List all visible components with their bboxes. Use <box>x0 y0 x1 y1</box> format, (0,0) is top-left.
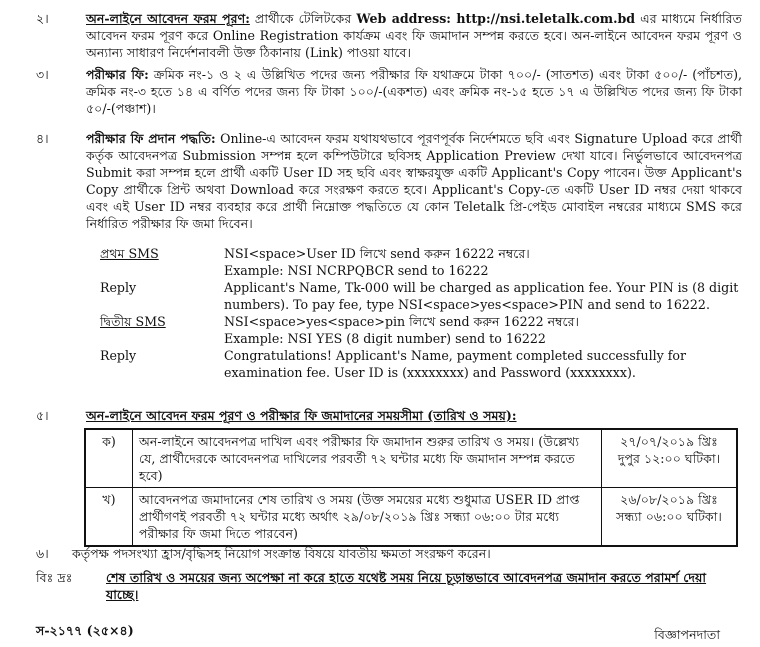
sms-text <box>224 313 740 347</box>
item-heading: পরীক্ষার ফি প্রদান পদ্ধতি: <box>86 131 216 146</box>
item-heading: অন-লাইনে আবেদন ফরম পূরণ: <box>86 11 250 26</box>
item-text: ক্রমিক নং-১ ও ২ এ উল্লিখিত পদের জন্য পরীক্ষার ফি যথাক্রমে টাকা ৭০০/- (সাতশত) এবং টাকা ৫০০/- (পাঁচশত), ক্রমিক নং-৩ হতে ১৪ এ বর্ণিত পদের জন্য ফি টাকা ১০০/-(একশত) এবং ক্রমিক নং-১৫ হতে ১৭ এ উল্লিখিত পদের জন্য ফি টাকা ৫০/-(পঞ্চাশ)। <box>86 67 742 116</box>
item-3-exam-fee <box>36 66 742 117</box>
second-sms-label: দ্বিতীয় SMS <box>100 314 166 329</box>
item-number: ৩। <box>36 67 49 82</box>
item-text: প্রার্থীকে টেলিটকের <box>249 11 357 26</box>
item-heading: পরীক্ষার ফি: <box>86 67 149 82</box>
sms-row-reply-2 <box>100 347 740 381</box>
reply-1-text: Applicant's Name, Tk-000 will be charged as application fee. Your PIN is (8 digit numbers). To pay fee, type NSI<space>yes<space>PIN and send to 16222. <box>224 280 739 312</box>
item-6-authority <box>36 545 742 562</box>
row-key: খ) <box>85 488 133 547</box>
item-number: ৫। <box>36 408 49 423</box>
item-body <box>86 130 742 232</box>
sms-instructions <box>100 245 740 381</box>
item-text: Online-এ আবেদন ফরম যথাযথভাবে পূরণপূর্বক নির্দেশমতে ছবি এবং Signature Upload করে প্রার্থী কর্তৃক আবেদনপত্র Submission সম্পন্ন হলে কম্পিউটারে ছবিসহ Application Preview দেখা যাবে। নির্ভুলভাবে আবেদনপত্র Submit করা সম্পন্ন হলে প্রার্থী একটি User ID সহ ছবি এবং স্বাক্ষরযুক্ত একটি Applicant's Copy পাবেন। উক্ত Applicant's Copy প্রার্থীকে প্রিন্ট অথবা Download করে সংরক্ষণ করতে হবে। Applicant's Copy-তে একটি User ID নম্বর দেয়া থাকবে এবং এই User ID নম্বর ব্যবহার করে প্রার্থী নিম্নোক্ত পদ্ধতিতে যে কোন Teletalk প্রি-পেইড মোবাইল নম্বরের মাধ্যমে SMS করে নির্ধারিত পরীক্ষার ফি জমা দিবেন। <box>86 131 743 231</box>
item-body <box>86 407 742 424</box>
first-sms-command: NSI<space>User ID লিখে send করুন 16222 নম্বরে। <box>224 246 530 261</box>
item-body <box>86 10 742 61</box>
note-label: বিঃ দ্রঃ <box>36 570 73 585</box>
reply-label: Reply <box>100 280 137 295</box>
row-date: ২৭/০৭/২০১৯ খ্রিঃ <box>620 434 718 449</box>
item-body <box>86 66 742 117</box>
row-datetime <box>602 488 738 547</box>
sms-text <box>224 245 740 279</box>
note-text: শেষ তারিখ ও সময়ের জন্য অপেক্ষা না করে হাতে যথেষ্ট সময় নিয়ে চূড়ান্তভাবে আবেদনপত্র জমাদান করতে পরামর্শ দেয়া যাচ্ছে। <box>106 570 707 602</box>
reply-2-text: Congratulations! Applicant's Name, payment completed successfully for examination fee. User ID is (xxxxxxxx) and Password (xxxxxxxx). <box>224 348 687 380</box>
ad-code: স-২১৭৭ (২৫×৪) <box>36 623 134 638</box>
note <box>36 569 742 603</box>
deadline-table <box>84 428 738 547</box>
second-sms-example: Example: NSI YES (8 digit number) send to 16222 <box>224 331 546 346</box>
table-row <box>85 429 737 488</box>
row-date: ২৬/০৮/২০১৯ খ্রিঃ <box>620 492 718 507</box>
reply-label: Reply <box>100 348 137 363</box>
item-text: কর্তৃপক্ষ পদসংখ্যা হ্রাস/বৃদ্ধিসহ নিয়োগ সংক্রান্ত বিষয়ে যাবতীয় ক্ষমতা সংরক্ষণ করেন। <box>72 546 491 561</box>
item-5-deadline <box>36 407 742 424</box>
sms-row-second <box>100 313 740 347</box>
item-4-fee-payment-method <box>36 130 742 232</box>
item-number: ২। <box>36 11 49 26</box>
row-description: আবেদনপত্র জমাদানের শেষ তারিখ ও সময় (উক্ত সময়ের মধ্যে শুধুমাত্র USER ID প্রাপ্ত প্রার্থীগণই পরবর্তী ৭২ ঘন্টার মধ্যে অর্থাৎ ২৯/০৮/২০১৯ খ্রিঃ সন্ধ্যা ০৬:০০ টার মধ্যে পরীক্ষার ফি জমা দিতে পারবেন) <box>133 488 602 547</box>
first-sms-label: প্রথম SMS <box>100 246 159 261</box>
second-sms-command: NSI<space>yes<space>pin লিখে send করুন 16222 নম্বরে। <box>224 314 580 329</box>
row-datetime <box>602 429 738 488</box>
row-time: দুপুর ১২:০০ ঘটিকা। <box>617 451 721 466</box>
item-2-online-application <box>36 10 742 61</box>
table-row <box>85 488 737 547</box>
row-description: অন-লাইনে আবেদনপত্র দাখিল এবং পরীক্ষার ফি জমাদান শুরুর তারিখ ও সময়। (উল্লেখ্য যে, প্রার্থীদেরকে আবেদনপত্র দাখিলের পরবর্তী ৭২ ঘন্টার মধ্যে ফি জমাদান সম্পন্ন করতে হবে) <box>133 429 602 488</box>
sms-row-first <box>100 245 740 279</box>
web-address: Web address: http://nsi.teletalk.com.bd <box>356 11 636 26</box>
advertiser-label: বিজ্ঞাপনদাতা <box>654 627 720 642</box>
item-number: ৬। <box>36 546 49 561</box>
sms-row-reply-1 <box>100 279 740 313</box>
first-sms-example: Example: NSI NCRPQBCR send to 16222 <box>224 263 489 278</box>
item-heading: অন-লাইনে আবেদন ফরম পূরণ ও পরীক্ষার ফি জমাদানের সময়সীমা (তারিখ ও সময়): <box>86 408 517 423</box>
row-time: সন্ধ্যা ০৬:০০ ঘটিকা। <box>616 509 722 524</box>
item-number: ৪। <box>36 131 49 146</box>
row-key: ক) <box>85 429 133 488</box>
item-text: এর মাধ্যমে নির্ধারিত আবেদন ফরম পূরণ করে Online Registration কার্যক্রম এবং ফি জমাদান সম্পন্ন করতে হবে। অন-লাইনে আবেদন ফরম পূরণ ও অন্যান্য সাধারণ নির্দেশনাবলী উক্ত ঠিকানায় (Link) পাওয়া যাবে। <box>86 11 742 60</box>
